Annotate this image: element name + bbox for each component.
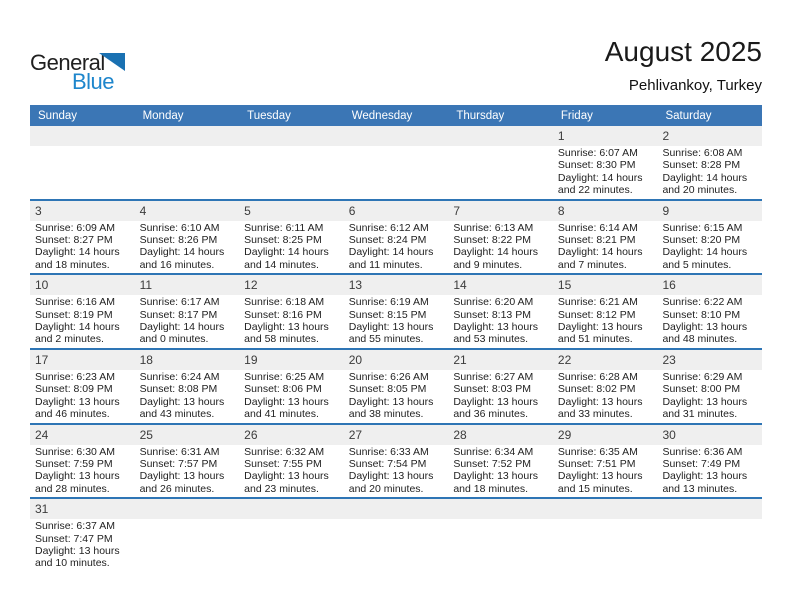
day-number: 8 [557,203,565,218]
day-number: 10 [35,278,49,293]
day-number: 1 [557,129,565,143]
day-info-line: Sunrise: 6:13 AM [453,221,534,234]
day-info-line: Sunset: 8:28 PM [662,159,741,172]
day-info-line: Sunrise: 6:30 AM [35,445,115,458]
day-number: 4 [139,203,147,218]
day-info-line: Sunrise: 6:20 AM [453,296,534,309]
day-number: 12 [244,278,258,293]
day-number: 3 [35,203,42,218]
day-number: 31 [35,502,49,517]
weekday-label-thursday: Thursday [456,109,505,122]
day-number-band [30,499,762,519]
week-content [30,146,762,199]
day-cell [30,370,135,423]
general-blue-logo [30,50,150,98]
day-info-line: and 10 minutes. [35,557,110,570]
day-info-line: and 38 minutes. [348,408,424,421]
day-info-line: and 18 minutes. [453,482,529,495]
day-info-line: Sunset: 8:26 PM [139,234,218,247]
day-info-line: Daylight: 14 hours [35,321,120,334]
day-info-line: Sunrise: 6:27 AM [453,370,534,383]
logo-text-blue: Blue [72,69,115,94]
day-info-line: Daylight: 14 hours [557,171,643,184]
week-row [30,126,762,201]
week-row [30,275,762,350]
week-content [30,519,762,572]
day-info-line: Sunrise: 6:10 AM [139,221,220,234]
day-info-line: Sunset: 8:21 PM [557,234,636,247]
day-info-line: Sunrise: 6:26 AM [348,370,429,383]
day-info-line: and 0 minutes. [139,333,209,346]
week-row [30,499,762,572]
day-cell [553,146,658,199]
day-info-line: and 36 minutes. [453,408,529,421]
day-info-line: Sunset: 8:09 PM [35,383,113,396]
day-info-line: Sunset: 8:05 PM [348,383,427,396]
day-cell [553,221,658,274]
day-cell-empty [135,146,240,199]
day-cell [448,221,553,274]
day-cell [553,295,658,348]
day-info-line: Sunrise: 6:33 AM [348,445,429,458]
page-title: August 2025 [604,36,762,67]
day-info-line: Daylight: 14 hours [139,246,225,259]
day-cell [657,221,762,274]
day-info-line: Sunrise: 6:28 AM [557,370,638,383]
day-number: 9 [662,203,670,218]
day-info-line: Daylight: 14 hours [662,246,748,259]
day-info-line: Sunrise: 6:19 AM [348,296,429,309]
day-info-line: and 33 minutes. [557,408,633,421]
day-info-line: Sunrise: 6:22 AM [662,296,743,309]
day-number: 18 [139,352,153,367]
day-cell-empty [30,146,135,199]
day-info-line: Sunset: 8:15 PM [348,308,427,321]
day-info-line: and 58 minutes. [244,333,319,346]
location-subtitle: Pehlivankoy, Turkey [628,77,762,94]
day-cell [657,295,762,348]
day-info-line: and 11 minutes. [348,258,423,271]
day-info-line: and 43 minutes. [139,408,215,421]
day-info-line: Daylight: 13 hours [139,470,225,483]
week-content [30,295,762,348]
day-cell [135,445,240,498]
day-info-line: Sunset: 8:19 PM [35,308,113,321]
day-info-line: Sunrise: 6:12 AM [348,221,429,234]
day-info-line: Daylight: 13 hours [662,470,748,483]
day-info-line: Sunset: 7:59 PM [35,457,113,470]
day-info-line: Sunrise: 6:14 AM [557,221,638,234]
day-info-line: Sunset: 7:47 PM [35,532,113,545]
day-number: 25 [139,427,153,442]
day-number: 7 [453,203,460,218]
day-number: 21 [453,352,467,367]
day-number-band [30,350,762,370]
day-info-line: and 51 minutes. [557,333,633,346]
day-info-line: and 18 minutes. [35,258,110,271]
day-cell [239,221,344,274]
day-info-line: Daylight: 13 hours [557,395,643,408]
day-info-line: and 48 minutes. [662,333,738,346]
day-info-line: Sunset: 7:52 PM [453,457,531,470]
day-info-line: Sunrise: 6:34 AM [453,445,534,458]
day-cell [553,445,658,498]
day-info-line: Sunset: 8:16 PM [244,308,322,321]
day-cell [30,519,135,572]
day-info-line: Daylight: 14 hours [348,246,434,259]
day-cell [135,370,240,423]
day-cell-empty [657,519,762,572]
day-info-line: Sunset: 8:02 PM [557,383,636,396]
day-cell [344,445,449,498]
day-info-line: Sunset: 7:57 PM [139,457,218,470]
day-info-line: and 5 minutes. [662,258,732,271]
day-number: 28 [453,427,467,442]
day-number: 5 [244,203,251,218]
weekday-header [30,105,762,126]
day-info-line: Sunrise: 6:09 AM [35,221,115,234]
day-cell [135,295,240,348]
day-info-line: Sunset: 8:12 PM [557,308,636,321]
day-cell [344,221,449,274]
day-info-line: Daylight: 13 hours [35,544,120,557]
day-info-line: Sunset: 8:25 PM [244,234,322,247]
day-info-line: Sunset: 8:30 PM [557,159,636,172]
day-info-line: Daylight: 13 hours [662,321,748,334]
day-number: 24 [35,427,49,442]
day-info-line: Sunrise: 6:23 AM [35,370,115,383]
logo-text-general: General [30,50,105,75]
day-info-line: Daylight: 14 hours [244,246,329,259]
day-info-line: Sunrise: 6:21 AM [557,296,638,309]
day-info-line: Sunrise: 6:08 AM [662,147,743,159]
day-cell-empty [239,146,344,199]
day-info-line: Daylight: 13 hours [557,321,643,334]
day-info-line: Sunrise: 6:18 AM [244,296,325,309]
weekday-label-sunday: Sunday [38,109,78,122]
day-cell-empty [448,146,553,199]
day-number: 26 [244,427,258,442]
week-content [30,445,762,498]
day-info-line: Sunset: 8:24 PM [348,234,427,247]
day-number: 17 [35,352,49,367]
day-cell [344,370,449,423]
day-cell [448,295,553,348]
day-info-line: Sunset: 8:17 PM [139,308,218,321]
day-cell [239,295,344,348]
day-info-line: Sunset: 8:13 PM [453,308,531,321]
day-info-line: Sunrise: 6:07 AM [557,147,638,159]
day-cell [553,370,658,423]
day-cell-empty [239,519,344,572]
day-info-line: Sunrise: 6:16 AM [35,296,115,309]
weekday-label-saturday: Saturday [665,109,712,122]
day-info-line: and 26 minutes. [139,482,215,495]
day-number: 23 [662,352,676,367]
day-info-line: Sunrise: 6:35 AM [557,445,638,458]
day-number-band [30,126,762,146]
day-info-line: and 46 minutes. [35,408,110,421]
day-cell [30,445,135,498]
day-cell-empty [344,146,449,199]
day-info-line: Sunset: 8:22 PM [453,234,531,247]
day-info-line: Sunrise: 6:17 AM [139,296,220,309]
day-info-line: and 53 minutes. [453,333,529,346]
day-number: 30 [662,427,676,442]
day-number: 29 [557,427,572,442]
day-info-line: and 23 minutes. [244,482,319,495]
day-info-line: Daylight: 13 hours [35,395,120,408]
weekday-label-tuesday: Tuesday [247,109,291,122]
day-number: 14 [453,278,467,293]
day-info-line: Sunset: 8:06 PM [244,383,322,396]
week-row [30,350,762,425]
day-cell-empty [553,519,658,572]
day-info-line: and 7 minutes. [557,258,627,271]
day-info-line: Sunrise: 6:29 AM [662,370,743,383]
day-info-line: Daylight: 13 hours [244,470,329,483]
day-cell [657,370,762,423]
week-content [30,221,762,274]
week-row [30,201,762,276]
day-info-line: Daylight: 13 hours [35,470,120,483]
day-info-line: Sunrise: 6:15 AM [662,221,743,234]
day-info-line: and 20 minutes. [662,184,738,197]
day-info-line: and 9 minutes. [453,258,523,271]
day-info-line: Sunset: 7:51 PM [557,457,636,470]
day-info-line: and 55 minutes. [348,333,424,346]
day-number: 22 [557,352,572,367]
day-number: 11 [139,278,153,293]
day-info-line: and 13 minutes. [662,482,738,495]
day-info-line: Daylight: 13 hours [557,470,643,483]
day-number: 27 [348,427,363,442]
day-number-band [30,425,762,445]
day-info-line: Sunrise: 6:31 AM [139,445,220,458]
day-info-line: and 2 minutes. [35,333,104,346]
weekday-label-monday: Monday [142,109,184,122]
day-number: 20 [348,352,363,367]
day-info-line: and 28 minutes. [35,482,110,495]
week-content [30,370,762,423]
weekday-label-friday: Friday [560,109,593,122]
day-info-line: Sunset: 8:10 PM [662,308,741,321]
day-cell-empty [344,519,449,572]
day-info-line: Daylight: 14 hours [35,246,120,259]
day-info-line: Sunrise: 6:11 AM [244,221,324,234]
day-cell [30,295,135,348]
day-cell [657,146,762,199]
day-cell-empty [448,519,553,572]
day-info-line: Sunset: 7:55 PM [244,457,322,470]
day-number: 15 [557,278,572,293]
day-info-line: Daylight: 13 hours [244,321,329,334]
day-info-line: Daylight: 14 hours [557,246,643,259]
day-info-line: and 14 minutes. [244,258,319,271]
day-info-line: Daylight: 13 hours [453,321,538,334]
day-cell [239,370,344,423]
day-number: 2 [662,129,670,143]
day-info-line: Sunset: 8:27 PM [35,234,113,247]
day-cell [135,221,240,274]
day-info-line: Daylight: 13 hours [453,470,538,483]
day-number-band [30,275,762,295]
day-number: 19 [244,352,258,367]
day-info-line: Daylight: 13 hours [139,395,225,408]
day-number: 16 [662,278,676,293]
day-info-line: Daylight: 14 hours [453,246,538,259]
day-info-line: and 20 minutes. [348,482,424,495]
day-info-line: and 41 minutes. [244,408,319,421]
day-info-line: Daylight: 13 hours [453,395,538,408]
day-info-line: Daylight: 13 hours [348,321,434,334]
title-block [605,36,762,94]
day-info-line: Sunset: 8:03 PM [453,383,531,396]
weekday-label-wednesday: Wednesday [351,109,413,122]
day-info-line: Sunset: 8:20 PM [662,234,741,247]
day-info-line: and 31 minutes. [662,408,738,421]
day-info-line: Sunrise: 6:36 AM [662,445,743,458]
day-info-line: Sunrise: 6:24 AM [139,370,220,383]
day-info-line: Sunrise: 6:37 AM [35,520,115,533]
day-info-line: Daylight: 13 hours [244,395,329,408]
day-info-line: Sunset: 8:00 PM [662,383,741,396]
day-number-band [30,201,762,221]
day-info-line: Sunrise: 6:32 AM [244,445,325,458]
day-number: 13 [348,278,363,293]
day-info-line: Daylight: 14 hours [139,321,225,334]
day-info-line: Daylight: 13 hours [348,470,434,483]
day-info-line: Daylight: 13 hours [348,395,434,408]
day-info-line: and 16 minutes. [139,258,215,271]
day-cell [657,445,762,498]
day-info-line: Daylight: 13 hours [662,395,748,408]
calendar-grid [30,126,762,572]
day-cell-empty [135,519,240,572]
day-cell [344,295,449,348]
day-info-line: Sunrise: 6:25 AM [244,370,325,383]
day-info-line: and 22 minutes. [557,184,633,197]
day-cell [30,221,135,274]
calendar-table [30,105,762,572]
day-info-line: Sunset: 7:49 PM [662,457,741,470]
day-info-line: Sunset: 7:54 PM [348,457,427,470]
day-info-line: Daylight: 14 hours [662,171,748,184]
week-row [30,425,762,500]
day-info-line: and 15 minutes. [557,482,633,495]
day-number: 6 [348,203,356,218]
day-info-line: Sunset: 8:08 PM [139,383,218,396]
day-cell [448,445,553,498]
day-cell [239,445,344,498]
day-cell [448,370,553,423]
